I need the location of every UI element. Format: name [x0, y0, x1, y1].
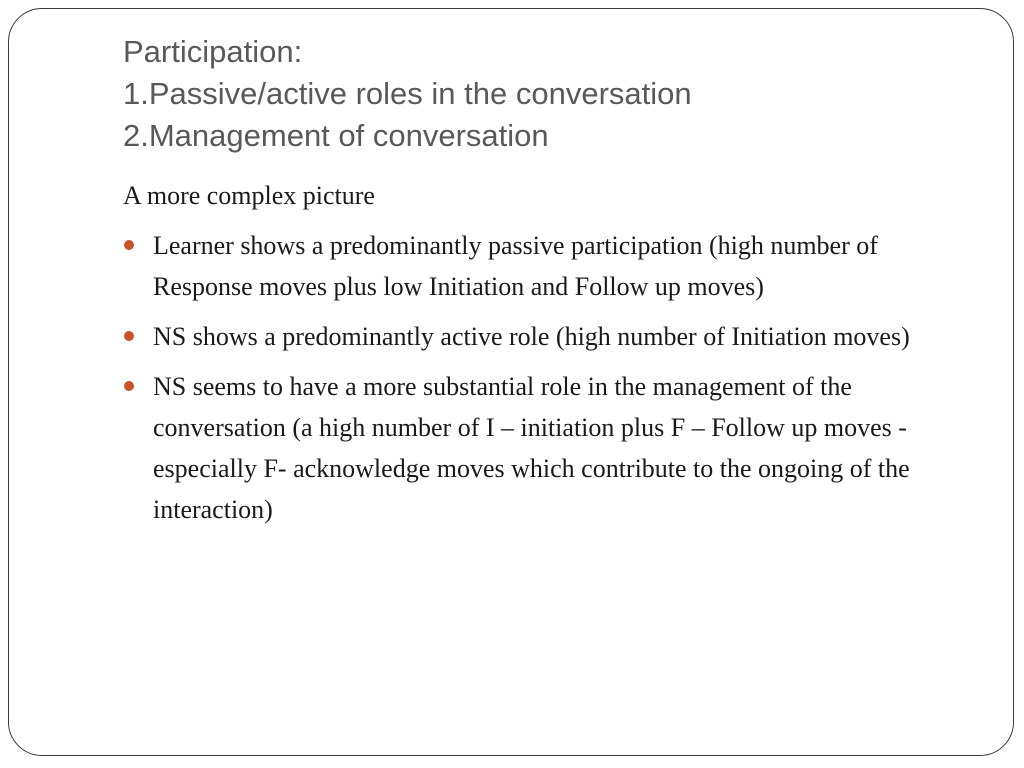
title-line-1: Participation:	[123, 34, 303, 69]
bullet-icon	[124, 381, 134, 391]
bullet-item-learner	[123, 225, 983, 307]
title-line-3: 2.Management of conversation	[123, 118, 549, 153]
bullet-text: NS seems to have a more substantial role in the management of the conversation (a high number of I – initiation plus F – Follow up moves - especially F- acknowledge moves which contribute to the ongoing of the interaction)	[153, 372, 910, 524]
slide-title	[123, 31, 983, 157]
bullet-item-ns-management	[123, 366, 983, 530]
bullet-list	[123, 225, 983, 530]
bullet-item-ns-active	[123, 316, 983, 357]
intro-text: A more complex picture	[123, 181, 375, 210]
slide-frame	[8, 8, 1014, 756]
title-line-2: 1.Passive/active roles in the conversation	[123, 76, 692, 111]
bullet-text: NS shows a predominantly active role (high number of Initiation moves)	[153, 322, 910, 351]
bullet-icon	[124, 331, 134, 341]
bullet-text: Learner shows a predominantly passive participation (high number of Response moves plus low Initiation and Follow up moves)	[153, 231, 878, 301]
slide-body	[123, 177, 983, 539]
bullet-icon	[124, 240, 134, 250]
